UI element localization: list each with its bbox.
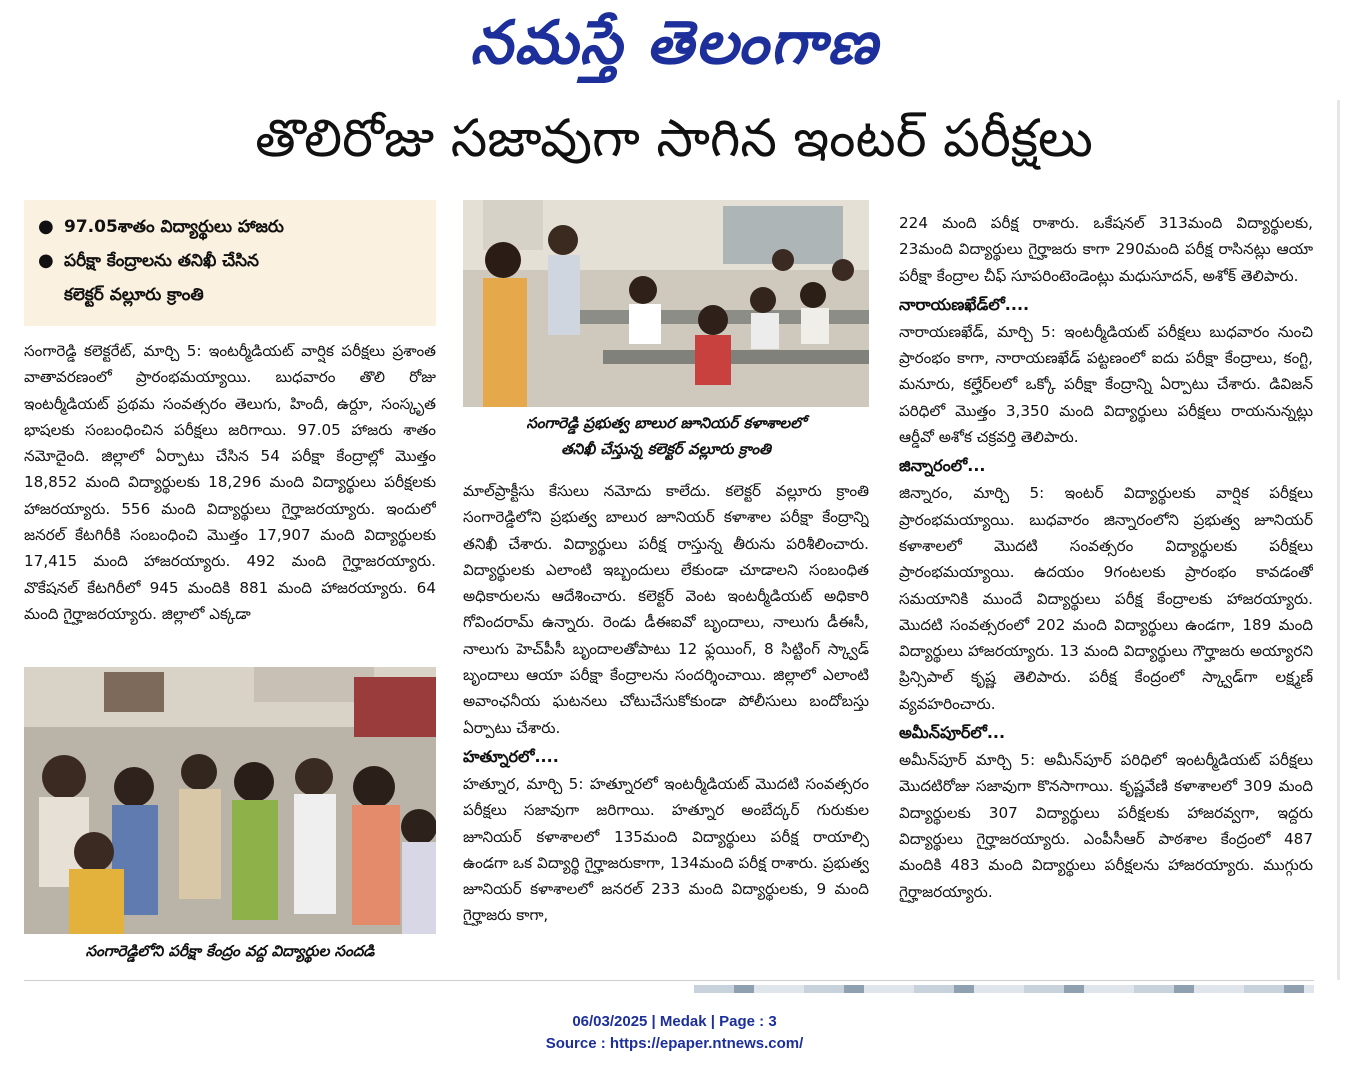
article-text: జిన్నారం, మార్చి 5: ఇంటర్ విద్యార్థులకు వార్షిక పరీక్షలు ప్రారంభమయ్యాయి. బుధవారం జిన్నారంలోని ప్రభుత్వ జూనియర్ కళాశాలలో మొదటి సంవత్సరం విద్యార్థులకు పరీక్షలు ప్రారంభమయ్యాయి. ఉదయం 9గంటలకు ప్రారంభం కావడంతో సమయానికి ముందే విద్యార్థులు పరీక్ష కేంద్రాలకు హాజరయ్యారు. మొదటి సంవత్సరంలో 202 మంది విద్యార్థులు ఉండగా, 189 మంది విద్యార్థులు హాజరయ్యారు. 13 మంది విద్యార్థులు గౌర్హాజరు అయ్యారని ప్రిన్సిపాల్ కృష్ణ తెలిపారు. పరీక్ష కేంద్రంలో స్క్వాడ్‌గా లక్ష్మణ్ వ్యవహరించారు. bbox=[899, 484, 1313, 713]
crowd-photo-image bbox=[24, 667, 436, 934]
article-text: మాల్‌ప్రాక్టీసు కేసులు నమోదు కాలేదు. కలెక్టర్ వల్లూరు క్రాంతి సంగారెడ్డిలోని ప్రభుత్వ బాలుర జూనియర్ కళాశాల పరీక్షా కేంద్రాన్ని తనిఖీ చేశారు. విద్యార్థులు పరీక్ష రాస్తున్న తీరును పరిశీలించారు. విద్యార్థులకు ఎలాంటి ఇబ్బందులు లేకుండా చూడాలని సంబంధిత అధికారులను ఆదేశించారు. కలెక్టర్ వెంట ఇంటర్మీడియట్ అధికారి గోవిందరామ్ ఉన్నారు. రెండు డీఈఐవో బృందాలు, నాలుగు డీఈసీ, నాలుగు హెచ్‌పీసీ బృందాలతోపాటు 12 ఫ్లయింగ్, 8 సిట్టింగ్ స్క్వాడ్ బృందాలు ఆయా పరీక్షా కేంద్రాలను సందర్శించాయి. జిల్లాలో ఎలాంటి అవాంఛనీయ ఘటనలు చోటుచేసుకోకుండా పోలీసులు బందోబస్తు ఏర్పాటు చేశారు. bbox=[463, 482, 869, 737]
article-text: హత్నూర, మార్చి 5: హత్నూరలో ఇంటర్మీడియట్ మొదటి సంవత్సరం పరీక్షలు సజావుగా జరిగాయి. హత్నూర అంబేద్కర్ గురుకుల జూనియర్ కళాశాలలో 135మంది విద్యార్థులు పరీక్ష రాయాల్సి ఉండగా ఒక విద్యార్థి గైర్హాజరుకాగా, 134మంది పరీక్ష రాశారు. ప్రభుత్వ జూనియర్ కళాశాలలో జనరల్ 233 మంది విద్యార్థులకు, 9 మంది గైర్హాజరు కాగా, bbox=[463, 774, 869, 925]
article-text: అమీన్‌పూర్ మార్చి 5: అమీన్‌పూర్ పరిధిలో ఇంటర్మీడియట్ పరీక్షలు మొదటిరోజు సజావుగా కొనసాగాయి. కృష్ణవేణి కళాశాలలో 309 మంది విద్యార్థులకు 307 విద్యార్థులు పరీక్షలకు హాజరవ్వగా, ఇద్దరు విద్యార్థులు గైర్హాజరయ్యారు. ఎంపీసీఆర్ పాఠశాల కేంద్రంలో 487 మందికి 483 మంది విద్యార్థులు పరీక్షలను హాజరయ్యారు. ముగ్గురు గైర్హాజరయ్యారు. bbox=[899, 751, 1313, 901]
divider bbox=[24, 980, 1314, 981]
highlight-item: ● 97.05శాతం విద్యార్థులు హాజరు bbox=[38, 210, 422, 244]
subheading: అమీన్‌పూర్‌లో... bbox=[899, 723, 1006, 743]
article-text: సంగారెడ్డి కలెక్టరేట్, మార్చి 5: ఇంటర్మీడియట్ వార్షిక పరీక్షలు ప్రశాంత వాతావరణంలో ప్రారంభమయ్యాయి. బుధవారం తొలి రోజు ఇంటర్మీడియట్ ప్రథమ సంవత్సరం తెలుగు, హిందీ, ఉర్దూ, సంస్కృత భాషలకు సంబంధించిన పరీక్షలు జరిగాయి. 97.05 హాజరు శాతం నమోదైంది. జిల్లాలో ఏర్పాటు చేసిన 54 పరీక్షా కేంద్రాల్లో మొత్తం 18,852 మంది విద్యార్థులకు 18,296 మంది విద్యార్థులు పరీక్షలకు హాజరయ్యారు. 556 మంది విద్యార్థులు గైర్హాజరయ్యారు. ఇందులో జనరల్ కేటగిరీకి సంబంధించి మొత్తం 17,907 మంది విద్యార్థులకు 17,415 మంది హాజరయ్యారు. 492 మంది గైర్హాజరయ్యారు. వొకేషనల్ కేటగిరీలో 945 మందికి 881 మంది హాజరయ్యారు. 64 మంది గైర్హాజరయ్యారు. జిల్లాలో ఎక్కడా bbox=[24, 342, 436, 623]
footer-source-line[interactable]: Source : https://epaper.ntnews.com/ bbox=[545, 1035, 804, 1052]
column-rule bbox=[1337, 100, 1340, 980]
crowd-photo bbox=[24, 667, 436, 934]
bullet-icon: ● bbox=[38, 250, 54, 271]
article-column-2 bbox=[463, 478, 869, 964]
highlights-box bbox=[24, 200, 436, 326]
article-column-3 bbox=[899, 210, 1313, 970]
footer-date-line: 06/03/2025 | Medak | Page : 3 bbox=[572, 1013, 777, 1030]
photo-caption: సంగారెడ్డి ప్రభుత్వ బాలుర జూనియర్ కళాశాలలో తనిఖీ చేస్తున్న కలెక్టర్ వల్లూరు క్రాంతి bbox=[526, 414, 806, 458]
classroom-photo bbox=[463, 200, 869, 407]
bottom-photo-strip bbox=[694, 985, 1314, 993]
article-text: 224 మంది పరీక్ష రాశారు. ఒకేషనల్ 313మంది విద్యార్థులకు, 23మంది విద్యార్థులు గైర్హాజరు కాగా 290మంది పరీక్ష రాసినట్లు ఆయా పరీక్షా కేంద్రాల చీఫ్ సూపరింటెండెంట్లు మధుసూదన్, అశోక్ తెలిపారు. bbox=[899, 214, 1313, 285]
subheading: జిన్నారంలో... bbox=[899, 456, 986, 476]
highlight-item: ● పరీక్షా కేంద్రాలను తనిఖీ చేసిన bbox=[38, 244, 422, 278]
article-column-1 bbox=[24, 338, 436, 660]
highlight-item: కలెక్టర్ వల్లూరు క్రాంతి bbox=[64, 285, 204, 305]
subheading: నారాయణఖేడ్‌లో.... bbox=[899, 294, 1030, 314]
bullet-icon: ● bbox=[38, 216, 54, 237]
masthead-title: నమస్తే తెలంగాణ bbox=[469, 8, 880, 78]
article-text: నారాయణఖేడ్, మార్చి 5: ఇంటర్మీడియట్ పరీక్షలు బుధవారం నుంచి ప్రారంభం కాగా, నారాయణఖేడ్ పట్టణంలో ఐదు పరీక్షా కేంద్రాలు, కంగ్టి, మనూరు, కల్హేర్‌లలో ఒక్కో పరీక్షా కేంద్రాన్ని ఏర్పాటు చేశారు. డివిజన్ పరిధిలో మొత్తం 3,350 మంది విద్యార్థులు పరీక్షలు రాయనున్నట్లు ఆర్డీవో అశోక చక్రవర్తి తెలిపారు. bbox=[899, 322, 1313, 447]
classroom-photo-image bbox=[463, 200, 869, 407]
photo-caption: సంగారెడ్డిలోని పరీక్షా కేంద్రం వద్ద విద్యార్థుల సందడి bbox=[85, 942, 375, 960]
headline: తొలిరోజు సజావుగా సాగిన ఇంటర్ పరీక్షలు bbox=[255, 109, 1093, 169]
subheading: హత్నూరలో.... bbox=[463, 746, 559, 766]
